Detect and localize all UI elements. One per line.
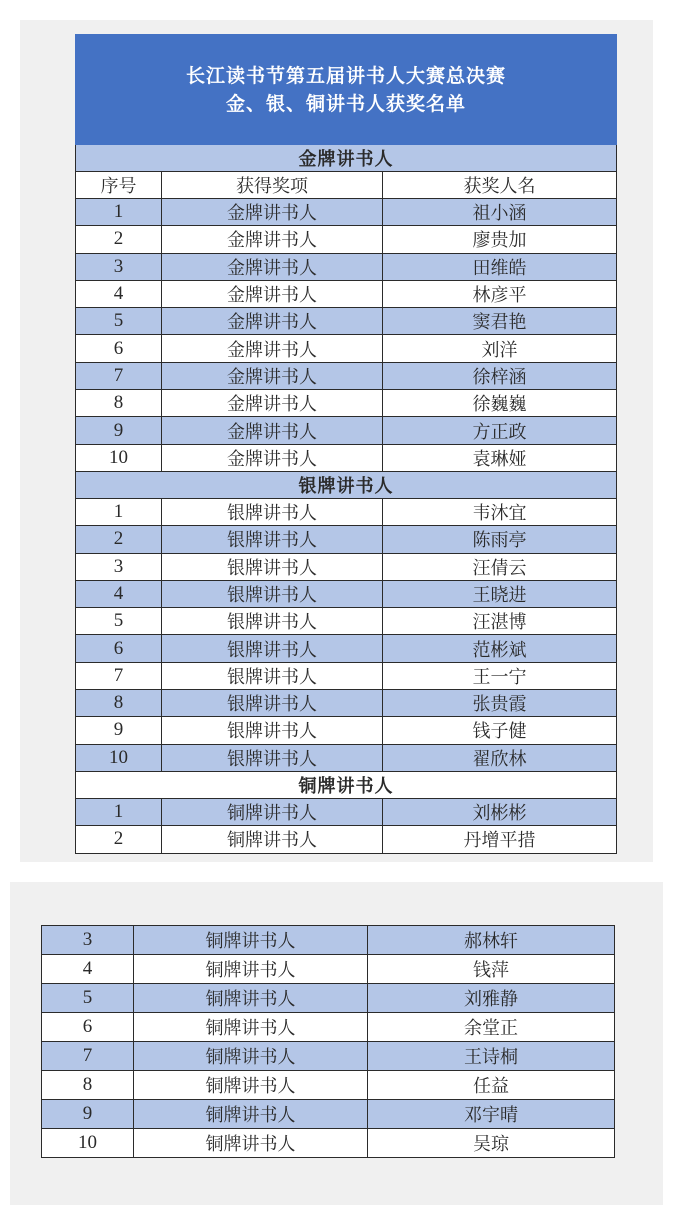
table-row <box>76 526 617 553</box>
row-number: 3 <box>76 553 162 580</box>
column-header-row <box>76 172 617 199</box>
row-name: 田维皓 <box>383 253 617 280</box>
table-row <box>42 926 615 955</box>
row-name: 邓宇晴 <box>368 1100 615 1129</box>
row-name: 汪倩云 <box>383 553 617 580</box>
row-name: 袁琳娅 <box>383 444 617 471</box>
row-name: 余堂正 <box>368 1013 615 1042</box>
row-award: 铜牌讲书人 <box>134 955 368 984</box>
row-number: 7 <box>42 1042 134 1071</box>
row-number: 10 <box>42 1129 134 1158</box>
row-award: 金牌讲书人 <box>162 199 383 226</box>
row-number: 6 <box>76 335 162 362</box>
row-award: 铜牌讲书人 <box>134 1071 368 1100</box>
table-row <box>76 744 617 771</box>
table-row <box>76 798 617 825</box>
table-row <box>42 1071 615 1100</box>
row-award: 银牌讲书人 <box>162 608 383 635</box>
row-name: 刘彬彬 <box>383 798 617 825</box>
row-name: 方正政 <box>383 417 617 444</box>
table-row <box>76 226 617 253</box>
row-number: 6 <box>42 1013 134 1042</box>
row-number: 8 <box>76 690 162 717</box>
row-award: 金牌讲书人 <box>162 308 383 335</box>
row-award: 金牌讲书人 <box>162 226 383 253</box>
row-name: 钱子健 <box>383 717 617 744</box>
row-award: 金牌讲书人 <box>162 390 383 417</box>
row-name: 祖小涵 <box>383 199 617 226</box>
row-name: 钱萍 <box>368 955 615 984</box>
row-number: 7 <box>76 662 162 689</box>
header-name: 获奖人名 <box>383 172 617 199</box>
row-award: 银牌讲书人 <box>162 690 383 717</box>
screenshot-panel-bottom <box>10 882 663 1205</box>
section-silver-heading: 银牌讲书人 <box>76 471 617 498</box>
row-number: 4 <box>76 280 162 307</box>
row-name: 翟欣林 <box>383 744 617 771</box>
row-name: 王晓进 <box>383 580 617 607</box>
row-award: 铜牌讲书人 <box>134 926 368 955</box>
row-award: 铜牌讲书人 <box>134 1042 368 1071</box>
row-name: 陈雨亭 <box>383 526 617 553</box>
table-row <box>76 253 617 280</box>
row-number: 9 <box>76 717 162 744</box>
row-number: 8 <box>42 1071 134 1100</box>
table-row <box>76 498 617 525</box>
table-row <box>76 608 617 635</box>
row-name: 廖贵加 <box>383 226 617 253</box>
table-row <box>76 308 617 335</box>
row-name: 窦君艳 <box>383 308 617 335</box>
row-number: 4 <box>76 580 162 607</box>
row-number: 3 <box>76 253 162 280</box>
row-name: 刘洋 <box>383 335 617 362</box>
table-row <box>76 635 617 662</box>
award-table-part-2 <box>41 925 615 1158</box>
row-award: 铜牌讲书人 <box>134 1129 368 1158</box>
header-number: 序号 <box>76 172 162 199</box>
row-award: 银牌讲书人 <box>162 526 383 553</box>
row-number: 7 <box>76 362 162 389</box>
row-name: 王一宁 <box>383 662 617 689</box>
row-award: 金牌讲书人 <box>162 417 383 444</box>
row-number: 9 <box>76 417 162 444</box>
row-award: 金牌讲书人 <box>162 280 383 307</box>
row-award: 铜牌讲书人 <box>134 984 368 1013</box>
row-number: 5 <box>76 608 162 635</box>
section-bronze-heading: 铜牌讲书人 <box>76 771 617 798</box>
table-row <box>42 1100 615 1129</box>
row-name: 王诗桐 <box>368 1042 615 1071</box>
table-row <box>76 417 617 444</box>
table-row <box>42 1013 615 1042</box>
row-name: 林彦平 <box>383 280 617 307</box>
table-row <box>76 199 617 226</box>
table-row <box>42 1042 615 1071</box>
row-number: 1 <box>76 798 162 825</box>
table-row <box>76 390 617 417</box>
row-award: 银牌讲书人 <box>162 553 383 580</box>
row-number: 3 <box>42 926 134 955</box>
row-name: 徐巍巍 <box>383 390 617 417</box>
table-row <box>76 580 617 607</box>
row-number: 10 <box>76 444 162 471</box>
row-name: 刘雅静 <box>368 984 615 1013</box>
row-name: 韦沐宜 <box>383 498 617 525</box>
row-name: 徐梓涵 <box>383 362 617 389</box>
table-row <box>76 690 617 717</box>
row-number: 5 <box>76 308 162 335</box>
row-name: 郝林轩 <box>368 926 615 955</box>
row-number: 4 <box>42 955 134 984</box>
table-row <box>76 362 617 389</box>
row-number: 1 <box>76 498 162 525</box>
row-award: 铜牌讲书人 <box>134 1100 368 1129</box>
row-name: 吴琼 <box>368 1129 615 1158</box>
header-award: 获得奖项 <box>162 172 383 199</box>
row-number: 9 <box>42 1100 134 1129</box>
table-row <box>76 717 617 744</box>
row-award: 铜牌讲书人 <box>162 826 383 853</box>
table-row <box>76 280 617 307</box>
row-number: 2 <box>76 226 162 253</box>
row-number: 6 <box>76 635 162 662</box>
row-award: 金牌讲书人 <box>162 335 383 362</box>
row-award: 银牌讲书人 <box>162 744 383 771</box>
table-row <box>76 335 617 362</box>
title-line-1: 长江读书节第五届讲书人大赛总决赛 <box>186 64 507 87</box>
table-row <box>42 1129 615 1158</box>
section-gold-heading: 金牌讲书人 <box>76 145 617 172</box>
row-number: 10 <box>76 744 162 771</box>
table-row <box>76 662 617 689</box>
row-number: 1 <box>76 199 162 226</box>
row-number: 2 <box>76 526 162 553</box>
table-title <box>76 35 617 145</box>
screenshot-panel-top <box>20 20 653 862</box>
row-award: 银牌讲书人 <box>162 635 383 662</box>
row-award: 银牌讲书人 <box>162 580 383 607</box>
row-award: 金牌讲书人 <box>162 444 383 471</box>
table-row <box>76 553 617 580</box>
table-row <box>76 826 617 853</box>
row-number: 2 <box>76 826 162 853</box>
row-name: 范彬斌 <box>383 635 617 662</box>
row-name: 汪湛博 <box>383 608 617 635</box>
table-row <box>42 955 615 984</box>
row-number: 8 <box>76 390 162 417</box>
title-line-2: 金、银、铜讲书人获奖名单 <box>226 92 467 115</box>
table-row <box>42 984 615 1013</box>
row-number: 5 <box>42 984 134 1013</box>
row-award: 金牌讲书人 <box>162 362 383 389</box>
row-award: 银牌讲书人 <box>162 662 383 689</box>
row-award: 铜牌讲书人 <box>162 798 383 825</box>
row-name: 丹增平措 <box>383 826 617 853</box>
row-award: 金牌讲书人 <box>162 253 383 280</box>
table-row <box>76 444 617 471</box>
row-award: 铜牌讲书人 <box>134 1013 368 1042</box>
award-table-part-1 <box>75 34 617 854</box>
row-award: 银牌讲书人 <box>162 717 383 744</box>
row-name: 张贵霞 <box>383 690 617 717</box>
row-name: 任益 <box>368 1071 615 1100</box>
row-award: 银牌讲书人 <box>162 498 383 525</box>
